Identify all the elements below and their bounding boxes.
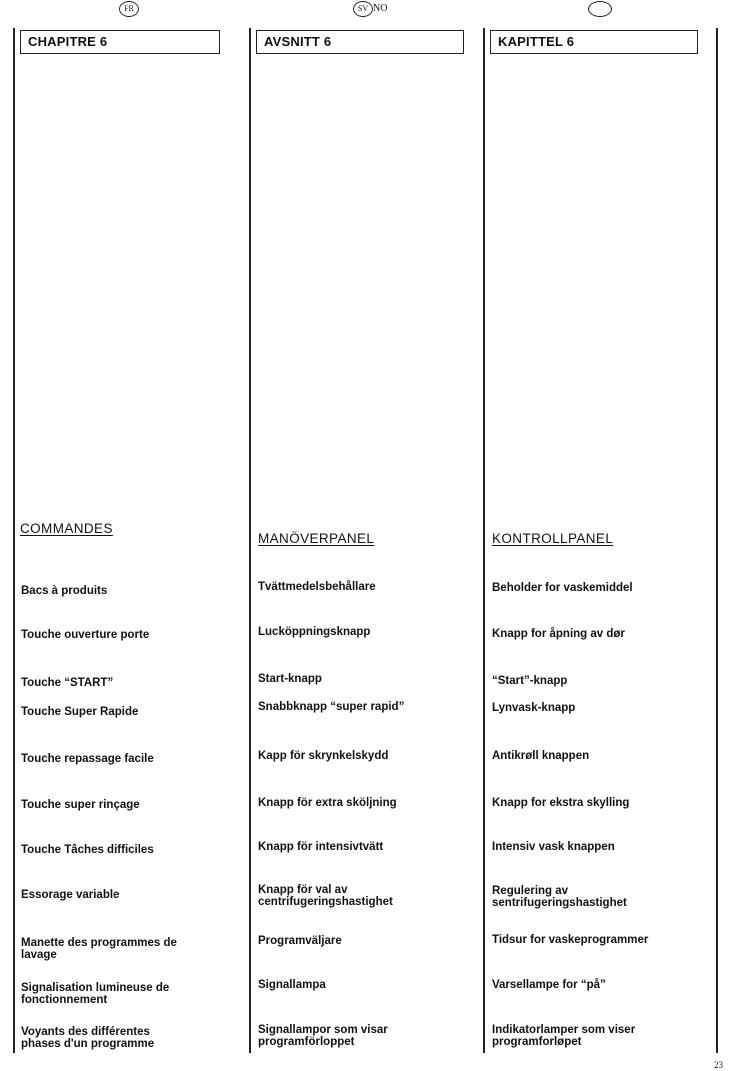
control-label-fr: Touche super rinçage: [21, 799, 140, 811]
chapter-title-fr: CHAPITRE 6: [20, 30, 220, 54]
section-heading-no: KONTROLLPANEL: [492, 531, 614, 546]
control-label-no: Lynvask-knapp: [492, 702, 576, 714]
control-label-no: Antikrøll knappen: [492, 750, 590, 762]
control-label-sv: Signallampa: [258, 979, 326, 991]
column-divider-2: [483, 28, 485, 1053]
page-number: 23: [714, 1060, 723, 1070]
control-label-fr: Touche ouverture porte: [21, 629, 150, 641]
control-label-sv: Kapp för skrynkelskydd: [258, 750, 389, 762]
control-label-fr: Essorage variable: [21, 889, 120, 901]
column-divider-1: [249, 28, 251, 1053]
control-label-fr: Bacs à produits: [21, 585, 108, 597]
language-badge-empty: [588, 1, 612, 17]
language-badge-sv: SV: [353, 1, 373, 17]
control-label-fr: Touche repassage facile: [21, 753, 154, 765]
section-heading-sv: MANÖVERPANEL: [258, 531, 375, 546]
control-label-no: Indikatorlamper som viser programforløpet: [492, 1024, 636, 1048]
control-label-fr: Touche Super Rapide: [21, 706, 139, 718]
control-label-no: Varsellampe for “på”: [492, 979, 606, 991]
control-label-fr: Voyants des différentes phases d'un programme: [21, 1026, 155, 1050]
control-label-no: Intensiv vask knappen: [492, 841, 615, 853]
control-label-sv: Knapp för extra sköljning: [258, 797, 397, 809]
control-label-sv: Programväljare: [258, 935, 342, 947]
control-label-sv: Snabbknapp “super rapid”: [258, 701, 405, 713]
section-heading-fr: COMMANDES: [20, 521, 113, 536]
control-label-fr: Touche Tâches difficiles: [21, 844, 154, 856]
control-label-sv: Knapp för val av centrifugeringshastighet: [258, 884, 393, 908]
control-label-no: Regulering av sentrifugeringshastighet: [492, 885, 627, 909]
control-label-fr: Manette des programmes de lavage: [21, 937, 177, 961]
language-suffix-no: NO: [373, 3, 388, 14]
chapter-title-no: KAPITTEL 6: [490, 30, 698, 54]
language-badge-fr: FR: [119, 1, 139, 17]
right-rule: [716, 28, 718, 1053]
control-label-sv: Start-knapp: [258, 673, 322, 685]
control-label-sv: Tvättmedelsbehållare: [258, 581, 376, 593]
control-label-sv: Signallampor som visar programförloppet: [258, 1024, 388, 1048]
control-label-no: Knapp for ekstra skylling: [492, 797, 630, 809]
left-rule: [13, 28, 15, 1053]
control-label-fr: Touche “START”: [21, 677, 114, 689]
control-label-no: Tidsur for vaskeprogrammer: [492, 934, 649, 946]
chapter-title-sv: AVSNITT 6: [256, 30, 464, 54]
control-label-no: Beholder for vaskemiddel: [492, 582, 633, 594]
control-label-sv: Lucköppningsknapp: [258, 626, 371, 638]
control-label-no: “Start”-knapp: [492, 675, 568, 687]
control-label-no: Knapp for åpning av dør: [492, 628, 625, 640]
control-label-fr: Signalisation lumineuse de fonctionnement: [21, 982, 170, 1006]
control-label-sv: Knapp för intensivtvätt: [258, 841, 384, 853]
